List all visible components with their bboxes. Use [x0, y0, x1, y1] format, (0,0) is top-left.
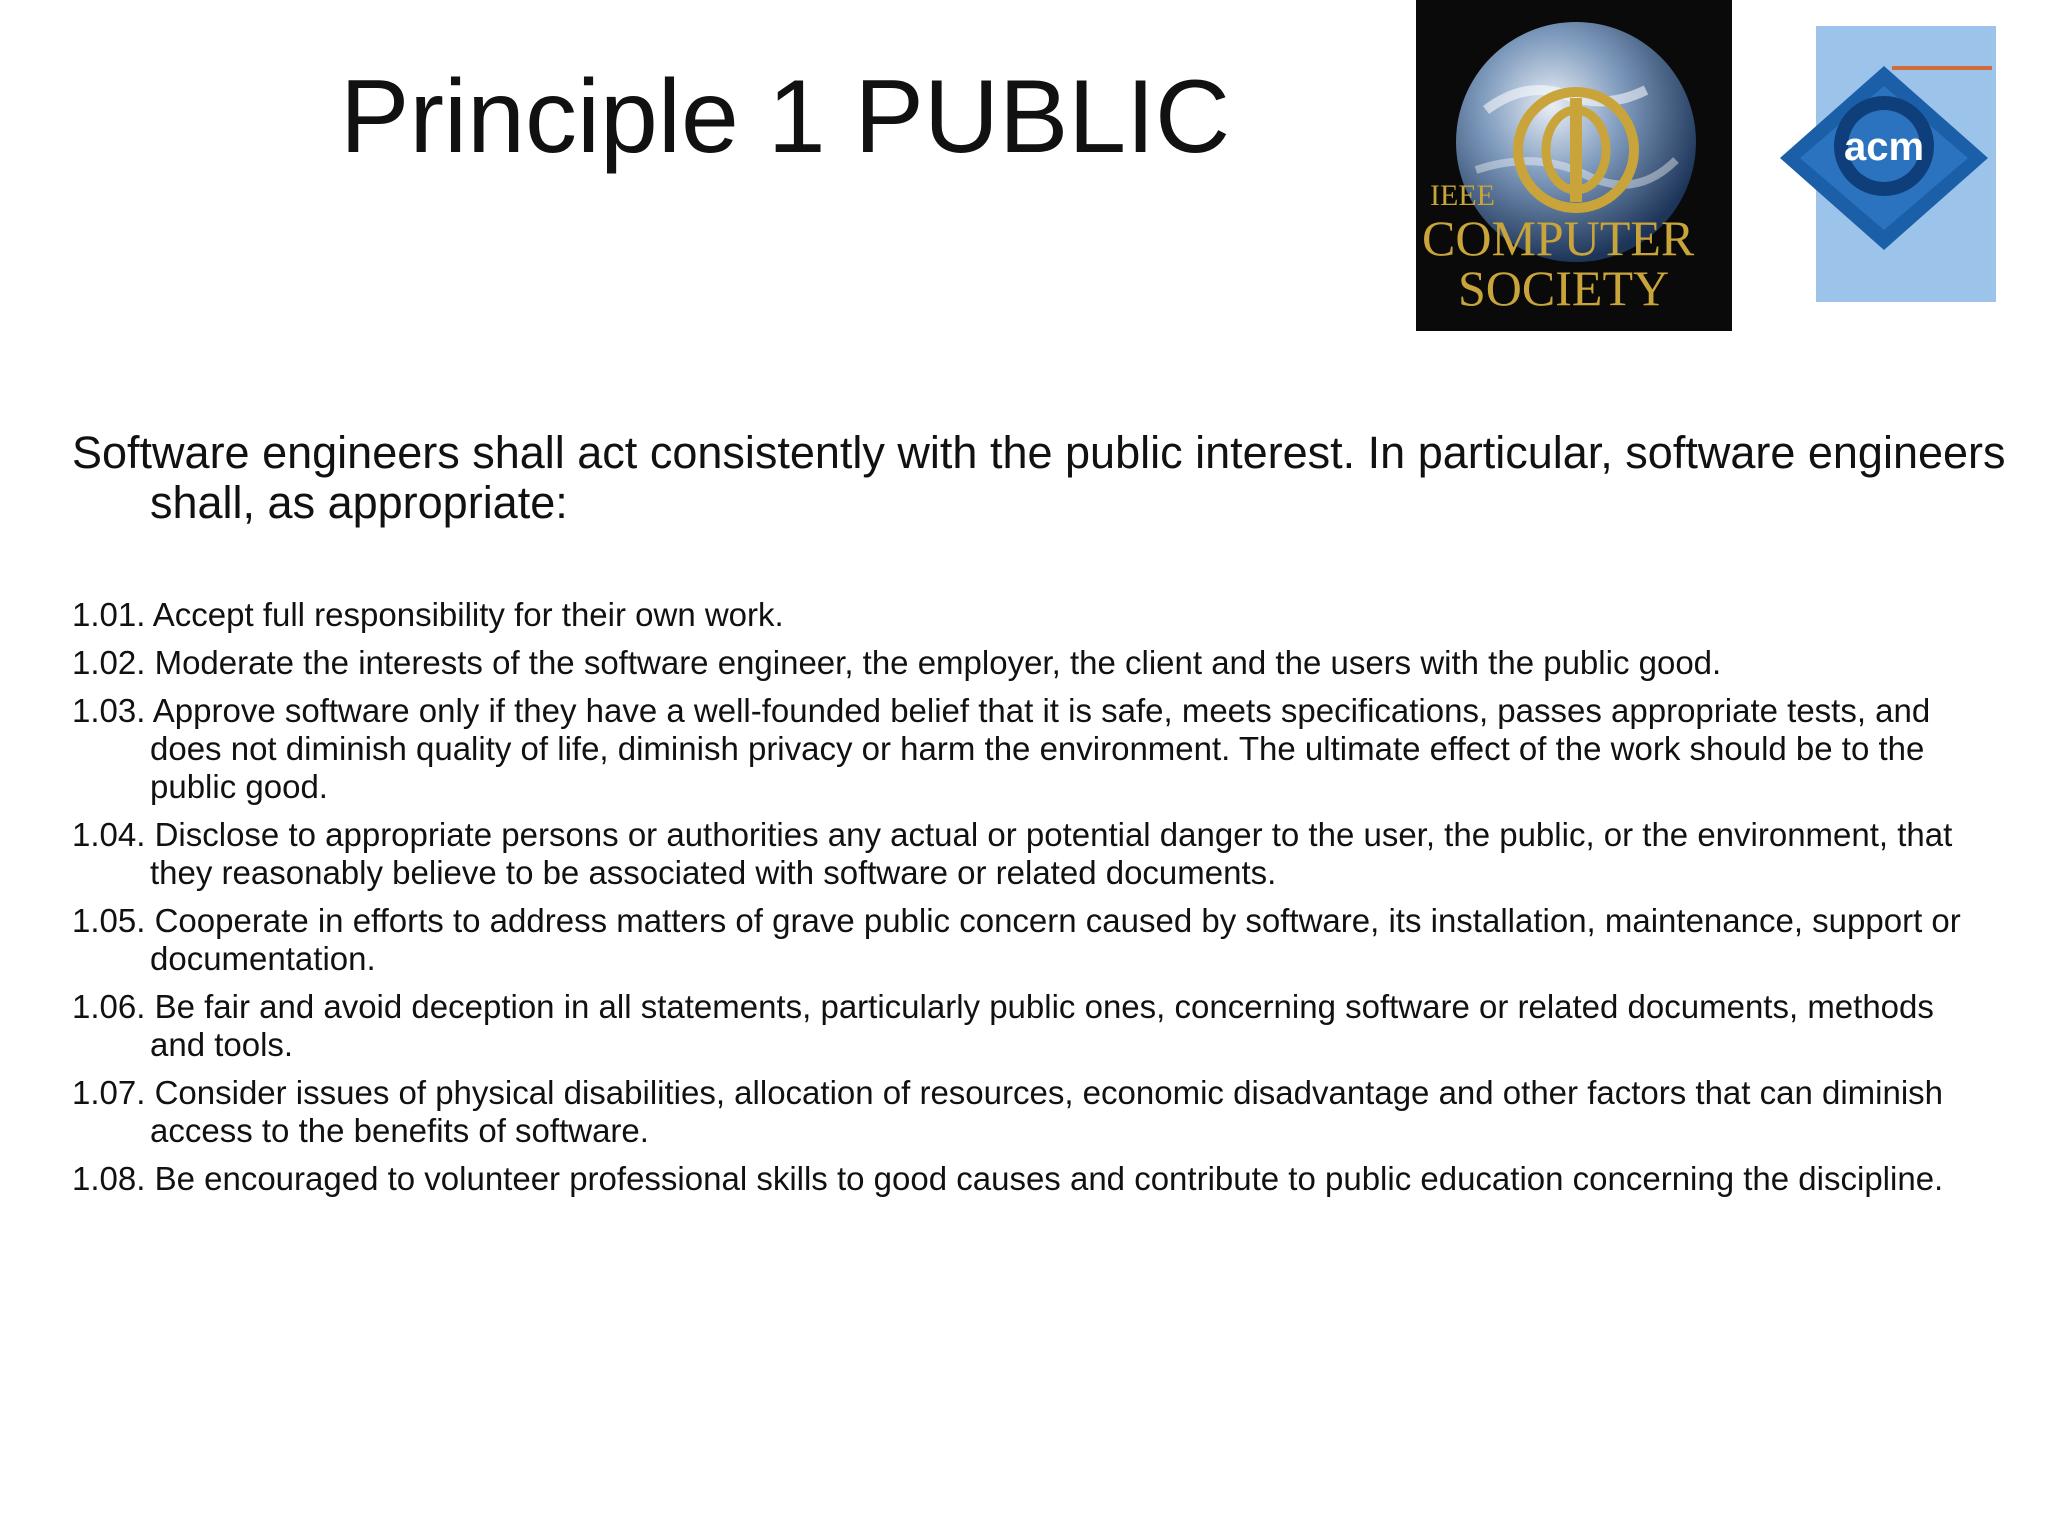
clause-number: 1.07. — [72, 1074, 146, 1111]
clause-number: 1.08. — [72, 1160, 146, 1197]
clause-text: Accept full responsibility for their own work. — [152, 596, 784, 633]
logo-ieee-text: IEEE — [1430, 179, 1495, 212]
logo-computer-text: COMPUTER — [1422, 210, 1695, 266]
logo-society-text: SOCIETY — [1458, 260, 1670, 316]
slide-title: Principle 1 PUBLIC — [340, 59, 1231, 175]
clause-item — [72, 1074, 1972, 1150]
clause-number: 1.02. — [72, 644, 146, 681]
clause-text: Approve software only if they have a well-founded belief that it is safe, meets specifications, passes appropriate tests, and does not diminish quality of life, diminish privacy or harm the environment. The ultimate effect of the work should be to the public good. — [150, 692, 1931, 805]
clause-text: Cooperate in efforts to address matters of grave public concern caused by software, its installation, maintenance, support or documentation. — [150, 902, 1961, 977]
clause-number: 1.06. — [72, 988, 146, 1025]
clause-item — [72, 596, 1972, 634]
clause-item — [72, 1160, 1972, 1198]
clause-text: Be encouraged to volunteer professional skills to good causes and contribute to public education concerning the discipline. — [154, 1160, 1944, 1197]
clause-item — [72, 988, 1972, 1064]
clause-number: 1.05. — [72, 902, 146, 939]
clause-text: Moderate the interests of the software engineer, the employer, the client and the users with the public good. — [154, 644, 1722, 681]
clause-number: 1.03. — [72, 692, 146, 729]
clause-number: 1.04. — [72, 816, 146, 853]
clause-item — [72, 644, 1972, 682]
acm-logo — [1772, 26, 1996, 302]
clause-number: 1.01. — [72, 596, 146, 633]
clause-text: Disclose to appropriate persons or authorities any actual or potential danger to the user, the public, or the environment, that they reasonably believe to be associated with software or related documents. — [150, 816, 1953, 891]
clause-text: Be fair and avoid deception in all statements, particularly public ones, concerning software or related documents, methods and tools. — [150, 988, 1934, 1063]
logo-acm-text: acm — [1843, 125, 1925, 169]
clause-item — [72, 902, 1972, 978]
principle-intro: Software engineers shall act consistently with the public interest. In particular, software engineers shall, as appropriate: — [72, 427, 2006, 528]
clause-list — [72, 596, 1972, 1208]
clause-text: Consider issues of physical disabilities, allocation of resources, economic disadvantage and other factors that can diminish access to the benefits of software. — [150, 1074, 1944, 1149]
computer-society-logo — [1416, 0, 1732, 331]
clause-item — [72, 816, 1972, 892]
clause-item — [72, 692, 1972, 806]
